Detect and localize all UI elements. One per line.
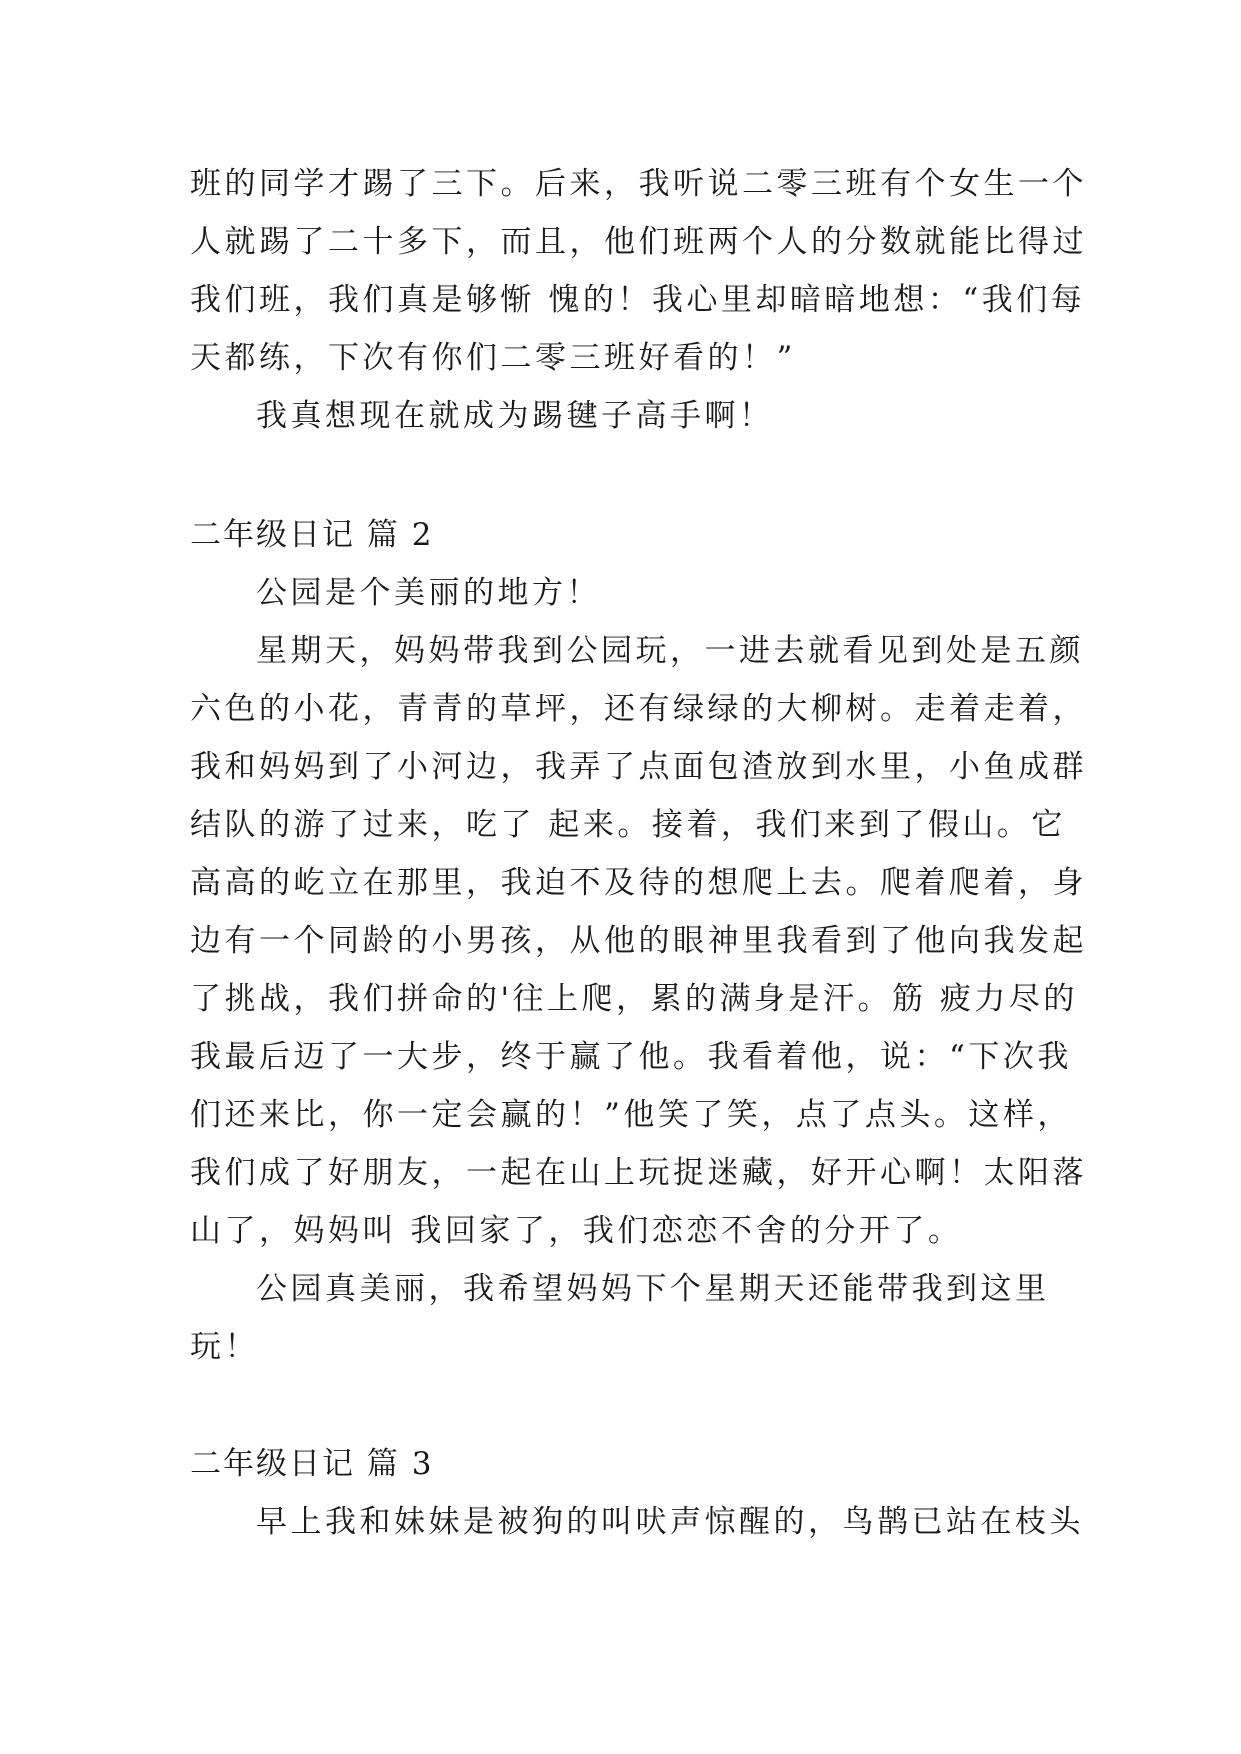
section-heading: 二年级日记 篇 3 [190,1446,434,1482]
paragraph-line: 我们班，我们真是够惭 愧的！我心里却暗暗地想：“我们每 [190,282,1086,318]
paragraph-line: 山了，妈妈叫 我回家了，我们恋恋不舍的分开了。 [190,1213,963,1249]
paragraph-line: 天都练，下次有你们二零三班好看的！” [190,340,796,376]
paragraph-line: 班的同学才踢了三下。后来，我听说二零三班有个女生一个 [190,166,1087,202]
paragraph-line: 边有一个同龄的小男孩，从他的眼神里我看到了他向我发起 [190,923,1087,959]
paragraph-line: 了挑战，我们拼命的'往上爬，累的满身是汗。筋 疲力尽的 [190,981,1078,1017]
paragraph-line: 星期天，妈妈带我到公园玩，一进去就看见到处是五颜 [256,633,1084,669]
paragraph-line: 们还来比，你一定会赢的！”他笑了笑，点了点头。这样， [190,1097,1072,1133]
paragraph-line: 六色的小花，青青的草坪，还有绿绿的大柳树。走着走着， [190,691,1087,727]
paragraph-line: 公园真美丽，我希望妈妈下个星期天还能带我到这里 [256,1271,1050,1307]
paragraph-line: 早上我和妹妹是被狗的叫吠声惊醒的，鸟鹊已站在枝头 [256,1504,1084,1540]
paragraph-line: 结队的游了过来，吃了 起来。接着，我们来到了假山。它 [190,807,1066,843]
paragraph-line: 高高的屹立在那里，我迫不及待的想爬上去。爬着爬着，身 [190,865,1087,901]
paragraph-line: 我和妈妈到了小河边，我弄了点面包渣放到水里，小鱼成群 [190,749,1087,785]
paragraph-line: 人就踢了二十多下，而且，他们班两个人的分数就能比得过 [190,224,1087,260]
paragraph-line: 我们成了好朋友，一起在山上玩捉迷藏，好开心啊！太阳落 [190,1155,1087,1191]
paragraph-line: 公园是个美丽的地方！ [256,575,601,611]
paragraph-line: 玩！ [190,1329,259,1365]
section-heading: 二年级日记 篇 2 [190,517,434,553]
paragraph-line: 我最后迈了一大步，终于赢了他。我看着他，说：“下次我 [190,1039,1072,1075]
paragraph-line: 我真想现在就成为踢毽子高手啊！ [256,398,774,434]
